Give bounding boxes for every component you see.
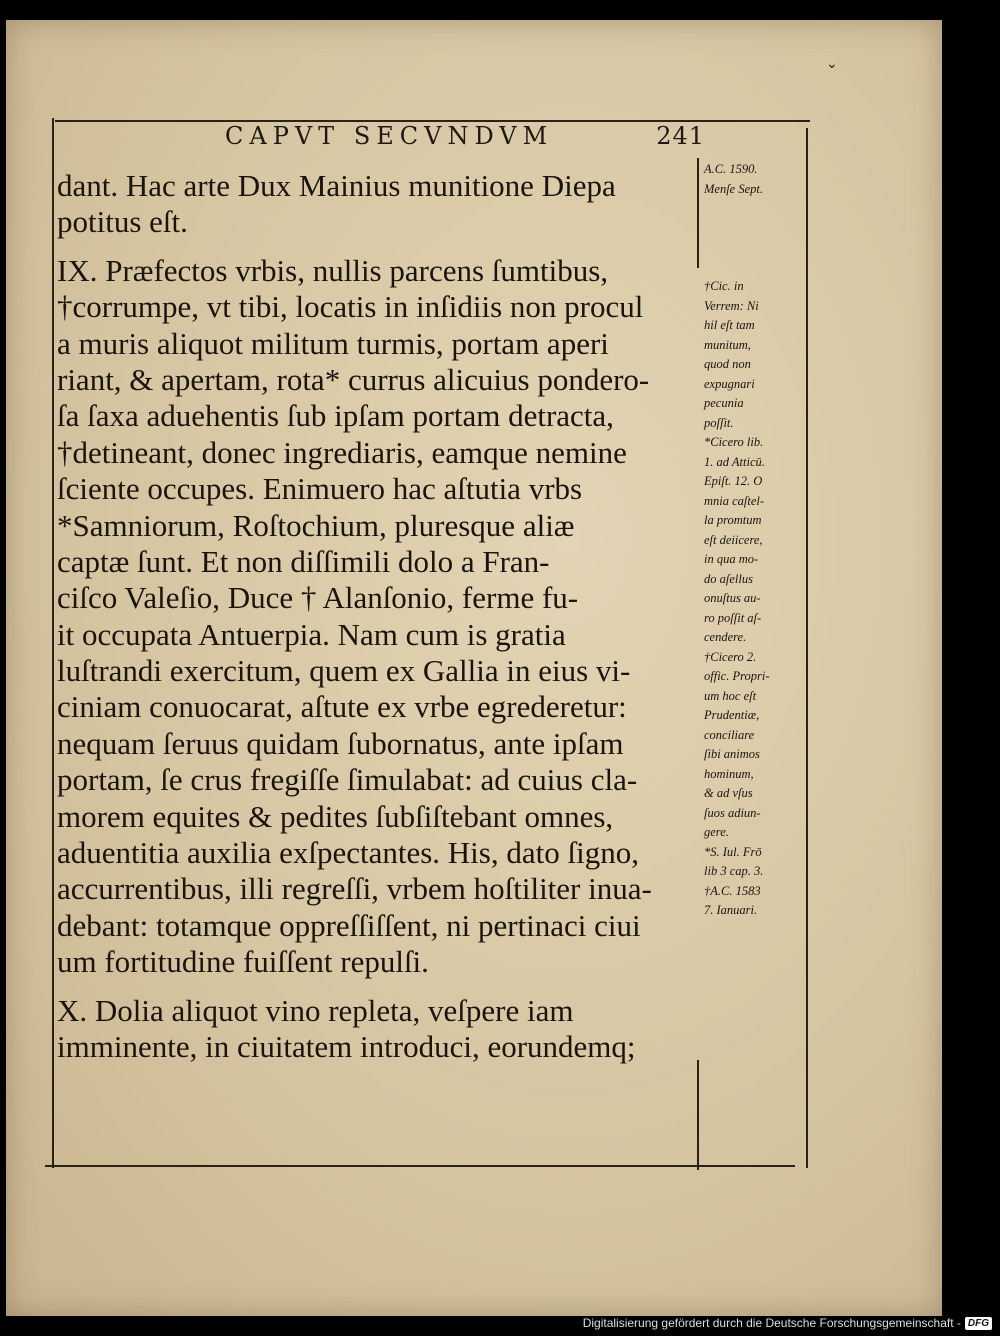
margin-note-line: 1. ad Atticū.	[704, 454, 765, 469]
margin-note-line: & ad vſus	[704, 786, 753, 800]
margin-note-line: poſſit.	[704, 415, 734, 430]
margin-note-line: onuſtus au-	[704, 591, 761, 605]
margin-note-line: offic. Propri-	[704, 669, 770, 683]
margin-note-line: lib 3 cap. 3.	[704, 864, 764, 878]
margin-note-line: †Cicero 2.	[704, 649, 757, 664]
text-line	[57, 241, 697, 253]
margin-notes	[704, 160, 804, 921]
margin-note-line: cendere.	[704, 630, 747, 644]
text-line: ſciente occupes. Enimuero hac aſtutia vrbs	[57, 471, 583, 507]
digitization-footer	[583, 1314, 992, 1332]
text-line: potitus eſt.	[57, 204, 188, 240]
margin-note-line: ro poſſit aſ-	[704, 610, 762, 625]
margin-note-line: pecunia	[704, 396, 744, 410]
text-line: it occupata Antuerpia. Nam cum is gratia	[57, 616, 566, 652]
margin-note-line: *Cicero lib.	[704, 435, 764, 449]
footer-rule	[45, 1165, 795, 1167]
margin-note-line: ſibi animos	[704, 747, 760, 761]
text-line: imminente, in ciuitatem introduci, eorundemq;	[57, 1028, 636, 1064]
margin-divider-top	[697, 158, 699, 268]
text-line: *Samniorum, Roſtochium, pluresque aliæ	[57, 507, 575, 543]
margin-note-line: eſt deiicere,	[704, 532, 763, 547]
margin-note-line: la promtum	[704, 513, 762, 527]
margin-note-line: hil eſt tam	[704, 318, 755, 332]
margin-note-line: munitum,	[704, 337, 751, 352]
margin-note-line: expugnari	[704, 376, 755, 391]
margin-note-line: ſuos adiun-	[704, 805, 761, 820]
text-line: IX. Præfectos vrbis, nullis parcens ſumtibus,	[57, 252, 609, 288]
text-line: aduentitia auxilia exſpectantes. His, dato ſigno,	[57, 835, 639, 871]
right-border-line	[806, 128, 808, 1168]
margin-note-line: mnia caſtel-	[704, 493, 765, 508]
text-line: a muris aliquot militum turmis, portam aperi	[57, 325, 609, 361]
margin-note-line: in qua mo-	[704, 552, 759, 566]
text-line: portam, ſe crus fregiſſe ſimulabat: ad cuius cla-	[57, 762, 638, 798]
text-line: morem equites & pedites ſubſiſtebant omnes,	[57, 798, 614, 834]
text-line: †detineant, donec ingrediaris, eamque nemine	[57, 434, 627, 470]
text-line: riant, & apertam, rota* currus alicuius pondero-	[57, 361, 650, 397]
text-line: dant. Hac arte Dux Mainius munitione Diepa	[57, 168, 616, 203]
margin-note-line: hominum,	[704, 766, 754, 781]
running-header	[225, 122, 705, 156]
margin-note-line: Epiſt. 12. O	[704, 474, 763, 488]
text-line: ciniam conuocarat, aſtute ex vrbe egrederetur:	[57, 689, 627, 725]
text-line: accurrentibus, illi regreſſi, vrbem hoſtiliter inua-	[57, 871, 652, 907]
footer-text: Digitalisierung gefördert durch die Deutsche Forschungsgemeinschaft -	[582, 1316, 961, 1330]
margin-note-line: conciliare	[704, 727, 755, 742]
text-line: †corrumpe, vt tibi, locatis in inſidiis non procul	[57, 289, 644, 325]
running-title: CAPVT SECVNDVM	[225, 122, 554, 150]
margin-note-line: †A.C. 1583	[704, 883, 761, 898]
margin-note-line: Verrem: Ni	[704, 298, 759, 313]
margin-note-line: do aſellus	[704, 571, 753, 586]
dfg-logo: DFG	[965, 1317, 992, 1330]
page-number: 241	[656, 122, 705, 150]
margin-note-line: um hoc eſt	[704, 688, 757, 703]
page-mark: ⌄	[826, 56, 838, 72]
left-border-line	[52, 118, 54, 1168]
body-text	[57, 168, 697, 1065]
text-line: ſa ſaxa aduehentis ſub ipſam portam detracta,	[57, 398, 614, 434]
text-line: luſtrandi exercitum, quem ex Gallia in eius vi-	[57, 653, 631, 689]
margin-divider-bottom	[697, 1060, 699, 1170]
margin-note-line: gere.	[704, 825, 729, 839]
text-line: X. Dolia aliquot vino repleta, veſpere iam	[57, 992, 574, 1028]
text-line: nequam ſeruus quidam ſubornatus, ante ipſam	[57, 725, 624, 761]
text-line: um fortitudine fuiſſent repulſi.	[57, 944, 429, 980]
margin-note-line: Menſe Sept.	[704, 181, 764, 196]
text-line: debant: totamque oppreſſiſſent, ni pertinaci ciui	[57, 907, 641, 943]
text-line	[57, 981, 697, 993]
margin-note-line: A.C. 1590.	[704, 162, 758, 176]
text-line: ciſco Valeſio, Duce † Alanſonio, ferme fu-	[57, 580, 579, 616]
margin-note-line: 7. Ianuari.	[704, 903, 758, 917]
margin-note-line: quod non	[704, 357, 751, 371]
margin-note-line: †Cic. in	[704, 279, 744, 293]
margin-note-line: *S. Iul. Frō	[704, 844, 762, 859]
margin-note-line: Prudentiæ,	[704, 708, 760, 722]
text-line: captæ ſunt. Et non diſſimili dolo a Fran-	[57, 543, 550, 579]
